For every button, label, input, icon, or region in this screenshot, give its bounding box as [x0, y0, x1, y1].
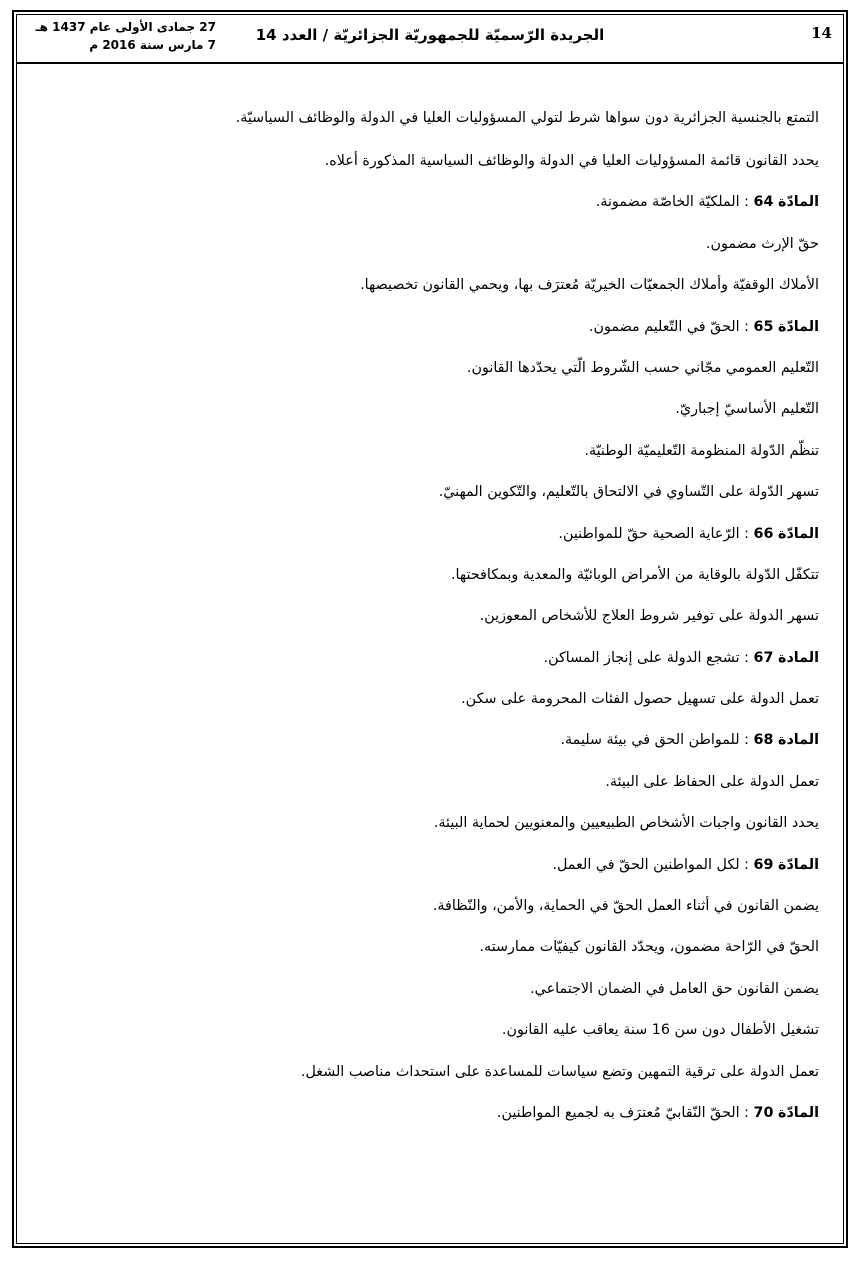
paragraph: يحدد القانون واجبات الأشخاص الطبيعيين والمعنويين لحماية البيئة. — [433, 815, 819, 832]
paragraph: التّعليم الأساسيّ إجباريّ. — [675, 401, 819, 418]
article-label: المادة — [778, 732, 819, 749]
article-70: المادّة 70 : الحقّ النّقابيّ مُعترَف به لجميع المواطنين. — [496, 1104, 819, 1121]
article-65: المادّة 65 : الحقّ في التّعليم مضمون. — [588, 318, 819, 335]
article-label: المادّة — [778, 318, 819, 335]
article-66: المادّة 66 : الرّعاية الصحية حقّ للمواطنين. — [558, 525, 819, 542]
article-label: المادّة — [778, 194, 819, 211]
paragraph: تعمل الدولة على الحفاظ على البيئة. — [605, 773, 819, 790]
article-number: 64 — [753, 194, 774, 211]
hijri-date: 27 جمادى الأولى عام 1437 هـ — [35, 20, 216, 34]
article-label: المادّة — [778, 856, 819, 873]
article-69: المادّة 69 : لكل المواطنين الحقّ في العمل. — [552, 856, 819, 873]
article-number: 67 — [753, 649, 774, 666]
article-number: 68 — [753, 732, 774, 749]
paragraph: تشغيل الأطفال دون سن 16 سنة يعاقب عليه القانون. — [501, 1022, 819, 1039]
paragraph: الأملاك الوقفيّة وأملاك الجمعيّات الخيريّة مُعترَف بها، ويحمي القانون تخصيصها. — [360, 277, 819, 294]
article-67: المادة 67 : تشجع الدولة على إنجاز المساكن. — [543, 649, 819, 666]
paragraph: تسهر الدّولة على التّساوي في الالتحاق بالتّعليم، والتّكوين المهنيّ. — [438, 484, 819, 501]
page-header — [16, 14, 844, 64]
paragraph: تتكفّل الدّولة بالوقاية من الأمراض الوبائيّة والمعدية وبمكافحتها. — [450, 566, 819, 583]
issue-date — [26, 18, 216, 54]
article-68: المادة 68 : للمواطن الحق في بيئة سليمة. — [560, 732, 819, 749]
paragraph: تنظّم الدّولة المنظومة التّعليميّة الوطنيّة. — [584, 442, 819, 459]
paragraph: يضمن القانون حق العامل في الضمان الاجتماعي. — [530, 980, 819, 997]
paragraph: حقّ الإرث مضمون. — [705, 235, 819, 252]
article-number: 65 — [753, 318, 774, 335]
article-label: المادّة — [778, 525, 819, 542]
paragraph: يحدد القانون قائمة المسؤوليات العليا في الدولة والوظائف السياسية المذكورة أعلاه. — [324, 153, 819, 169]
paragraph: يضمن القانون في أثناء العمل الحقّ في الحماية، والأمن، والنّظافة. — [432, 898, 819, 915]
gregorian-date: 7 مارس سنة 2016 م — [89, 38, 216, 52]
document-body — [44, 104, 819, 1140]
paragraph: التّعليم العمومي مجّاني حسب الشّروط الّتي يحدّدها القانون. — [466, 359, 819, 376]
journal-title: الجريدة الرّسميّة للجمهوريّة الجزائريّة / العدد 14 — [255, 26, 605, 44]
article-number: 70 — [753, 1104, 774, 1121]
article-number: 69 — [753, 856, 774, 873]
page-number: 14 — [811, 24, 832, 42]
article-label: المادة — [778, 649, 819, 666]
paragraph: تعمل الدولة على تسهيل حصول الفئات المحرومة على سكن. — [461, 691, 819, 708]
paragraph: تعمل الدولة على ترقية التمهين وتضع سياسات للمساعدة على استحداث مناصب الشغل. — [300, 1063, 819, 1080]
article-64: المادّة 64 : الملكيّة الخاصّة مضمونة. — [595, 194, 819, 211]
article-label: المادّة — [778, 1104, 819, 1121]
paragraph: التمتع بالجنسية الجزائرية دون سواها شرط لتولي المسؤوليات العليا في الدولة والوظائف السياسيّة. — [235, 110, 819, 126]
article-number: 66 — [753, 525, 774, 542]
paragraph: الحقّ في الرّاحة مضمون، ويحدّد القانون كيفيّات ممارسته. — [479, 939, 819, 956]
paragraph: تسهر الدولة على توفير شروط العلاج للأشخاص المعوزين. — [479, 608, 819, 625]
